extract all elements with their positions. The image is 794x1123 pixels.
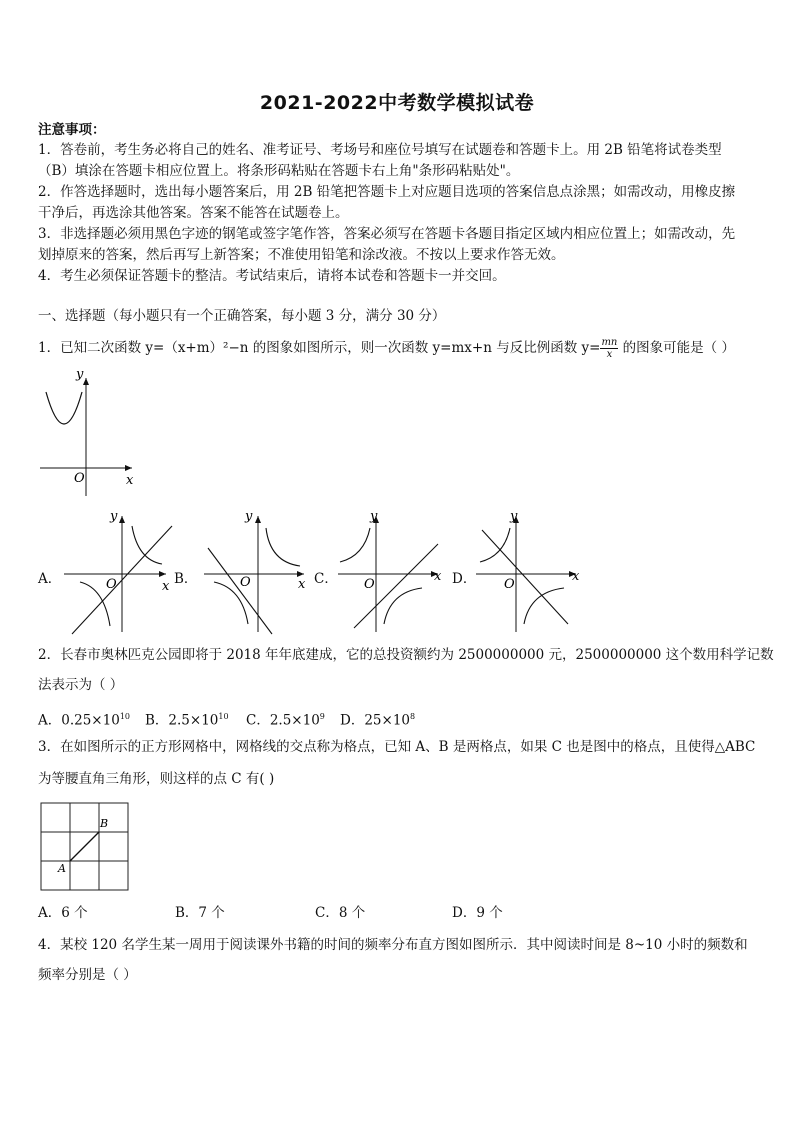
fraction-denominator: x: [606, 349, 613, 360]
question-3-line-2: 为等腰直角三角形，则这样的点 C 有( ): [38, 771, 275, 787]
q1-option-b-graph[interactable]: [198, 508, 310, 636]
notice-line-5: 3．非选择题必须用黑色字迹的钢笔或签字笔作答，答案必须写在答题卡各题目指定区域内相应位置上；如需改动，先: [38, 226, 736, 242]
option-a-y-arrow-icon: [119, 516, 125, 523]
question-2-line-2: 法表示为（ ）: [38, 677, 124, 693]
q3-point-a-label: A: [58, 862, 66, 875]
option-d-line: [482, 530, 568, 624]
q3-point-b-label: B: [100, 817, 109, 830]
notice-line-2: （B）填涂在答题卡相应位置上。将条形码粘贴在答题卡右上角"条形码粘贴处"。: [38, 163, 520, 179]
q1-option-c-graph[interactable]: [334, 508, 446, 636]
question-4-line-1: 4．某校 120 名学生某一周用于阅读课外书籍的时间的频率分布直方图如图所示．其中阅读时间是 8~10 小时的频数和: [38, 937, 748, 953]
option-a-y-label: y: [110, 509, 118, 524]
option-c-hyperbola-q4: [384, 588, 422, 624]
q1-option-b-label[interactable]: B．: [174, 571, 198, 587]
parabola-y-arrow-icon: [83, 378, 89, 385]
question-2-line-1: 2．长春市奥林匹克公园即将于 2018 年年底建成，它的总投资额约为 2500000000 元，2500000000 这个数用科学记数: [38, 647, 774, 663]
q2-option-c-text: C．2.5×10: [246, 712, 320, 729]
question-1-text: [38, 337, 735, 360]
question-1-text-b: 的图象可能是（ ）: [618, 340, 735, 356]
q2-option-a[interactable]: [38, 706, 130, 732]
parabola-figure: [36, 370, 140, 500]
parabola-x-arrow-icon: [125, 465, 132, 471]
q2-option-d-exp: 8: [410, 712, 416, 721]
notice-line-4: 干净后，再选涂其他答案。答案不能答在试题卷上。: [38, 205, 349, 221]
notice-heading: 注意事项：: [38, 122, 106, 138]
q3-segment-ab: [70, 832, 99, 861]
option-d-x-label: x: [572, 569, 580, 584]
notice-line-6: 划掉原来的答案，然后再写上新答案；不准使用铅笔和涂改液。不按以上要求作答无效。: [38, 247, 565, 263]
option-a-hyperbola-q1: [132, 526, 162, 564]
question-3-line-1: 3．在如图所示的正方形网格中，网格线的交点称为格点，已知 A、B 是两格点，如果 C 也是图中的格点，且使得△ABC: [38, 739, 756, 755]
q3-option-a[interactable]: A．6 个: [38, 905, 88, 921]
q2-option-b-exp: 10: [218, 712, 229, 721]
option-a-x-arrow-icon: [159, 571, 166, 577]
q3-grid-figure: [38, 800, 132, 894]
q3-option-c[interactable]: C．8 个: [315, 905, 366, 921]
option-a-x-label: x: [162, 579, 170, 594]
option-b-y-label: y: [245, 509, 253, 524]
page-title: 2021-2022中考数学模拟试卷: [259, 92, 535, 114]
option-b-line: [208, 548, 272, 634]
q2-option-d-text: D．25×10: [340, 712, 410, 729]
option-c-y-label: y: [370, 509, 378, 524]
q1-option-a-label[interactable]: A．: [38, 571, 62, 587]
notice-line-7: 4．考生必须保证答题卡的整洁。考试结束后，请将本试卷和答题卡一并交回。: [38, 268, 506, 284]
option-b-hyperbola-q1: [266, 528, 300, 566]
question-1-text-a: 1．已知二次函数 y=（x+m）²−n 的图象如图所示，则一次函数 y=mx+n 与反比例函数 y=: [38, 340, 601, 356]
section-heading: 一、选择题（每小题只有一个正确答案，每小题 3 分，满分 30 分）: [38, 308, 446, 324]
q2-option-a-text: A．0.25×10: [38, 712, 120, 729]
q2-option-d[interactable]: [340, 706, 415, 732]
q3-option-b[interactable]: B．7 个: [175, 905, 225, 921]
parabola-x-label: x: [126, 473, 134, 488]
q3-option-d[interactable]: D．9 个: [452, 905, 503, 921]
parabola-curve: [46, 392, 82, 424]
option-d-origin-label: O: [504, 577, 515, 592]
q2-option-c-exp: 9: [319, 712, 325, 721]
option-b-y-arrow-icon: [255, 516, 261, 523]
option-a-origin-label: O: [106, 577, 117, 592]
option-d-hyperbola-q4: [524, 588, 564, 624]
question-4-line-2: 频率分别是（ ）: [38, 967, 137, 983]
option-b-origin-label: O: [240, 575, 251, 590]
q1-option-c-label[interactable]: C．: [314, 571, 338, 587]
fraction-numerator: mn: [601, 337, 618, 348]
parabola-y-label: y: [76, 370, 84, 382]
option-c-origin-label: O: [364, 577, 375, 592]
notice-line-3: 2．作答选择题时，选出每小题答案后，用 2B 铅笔把答题卡上对应题目选项的答案信息点涂黑；如需改动，用橡皮擦: [38, 184, 736, 200]
q1-option-d-label[interactable]: D．: [452, 571, 477, 587]
q2-option-b[interactable]: [145, 706, 229, 732]
q1-option-d-graph[interactable]: [472, 508, 584, 636]
fraction-mn-over-x: [600, 337, 618, 360]
option-d-y-label: y: [510, 509, 518, 524]
parabola-origin-label: O: [74, 471, 85, 486]
option-c-x-label: x: [434, 569, 442, 584]
option-c-hyperbola-q2: [340, 528, 370, 562]
option-b-x-label: x: [298, 577, 306, 592]
q2-option-c[interactable]: [246, 706, 325, 732]
q2-option-b-text: B．2.5×10: [145, 712, 219, 729]
q2-option-a-exp: 10: [119, 712, 130, 721]
q1-option-a-graph[interactable]: [62, 508, 174, 636]
notice-line-1: 1．答卷前，考生务必将自己的姓名、准考证号、考场号和座位号填写在试题卷和答题卡上。用 2B 铅笔将试卷类型: [38, 142, 722, 158]
